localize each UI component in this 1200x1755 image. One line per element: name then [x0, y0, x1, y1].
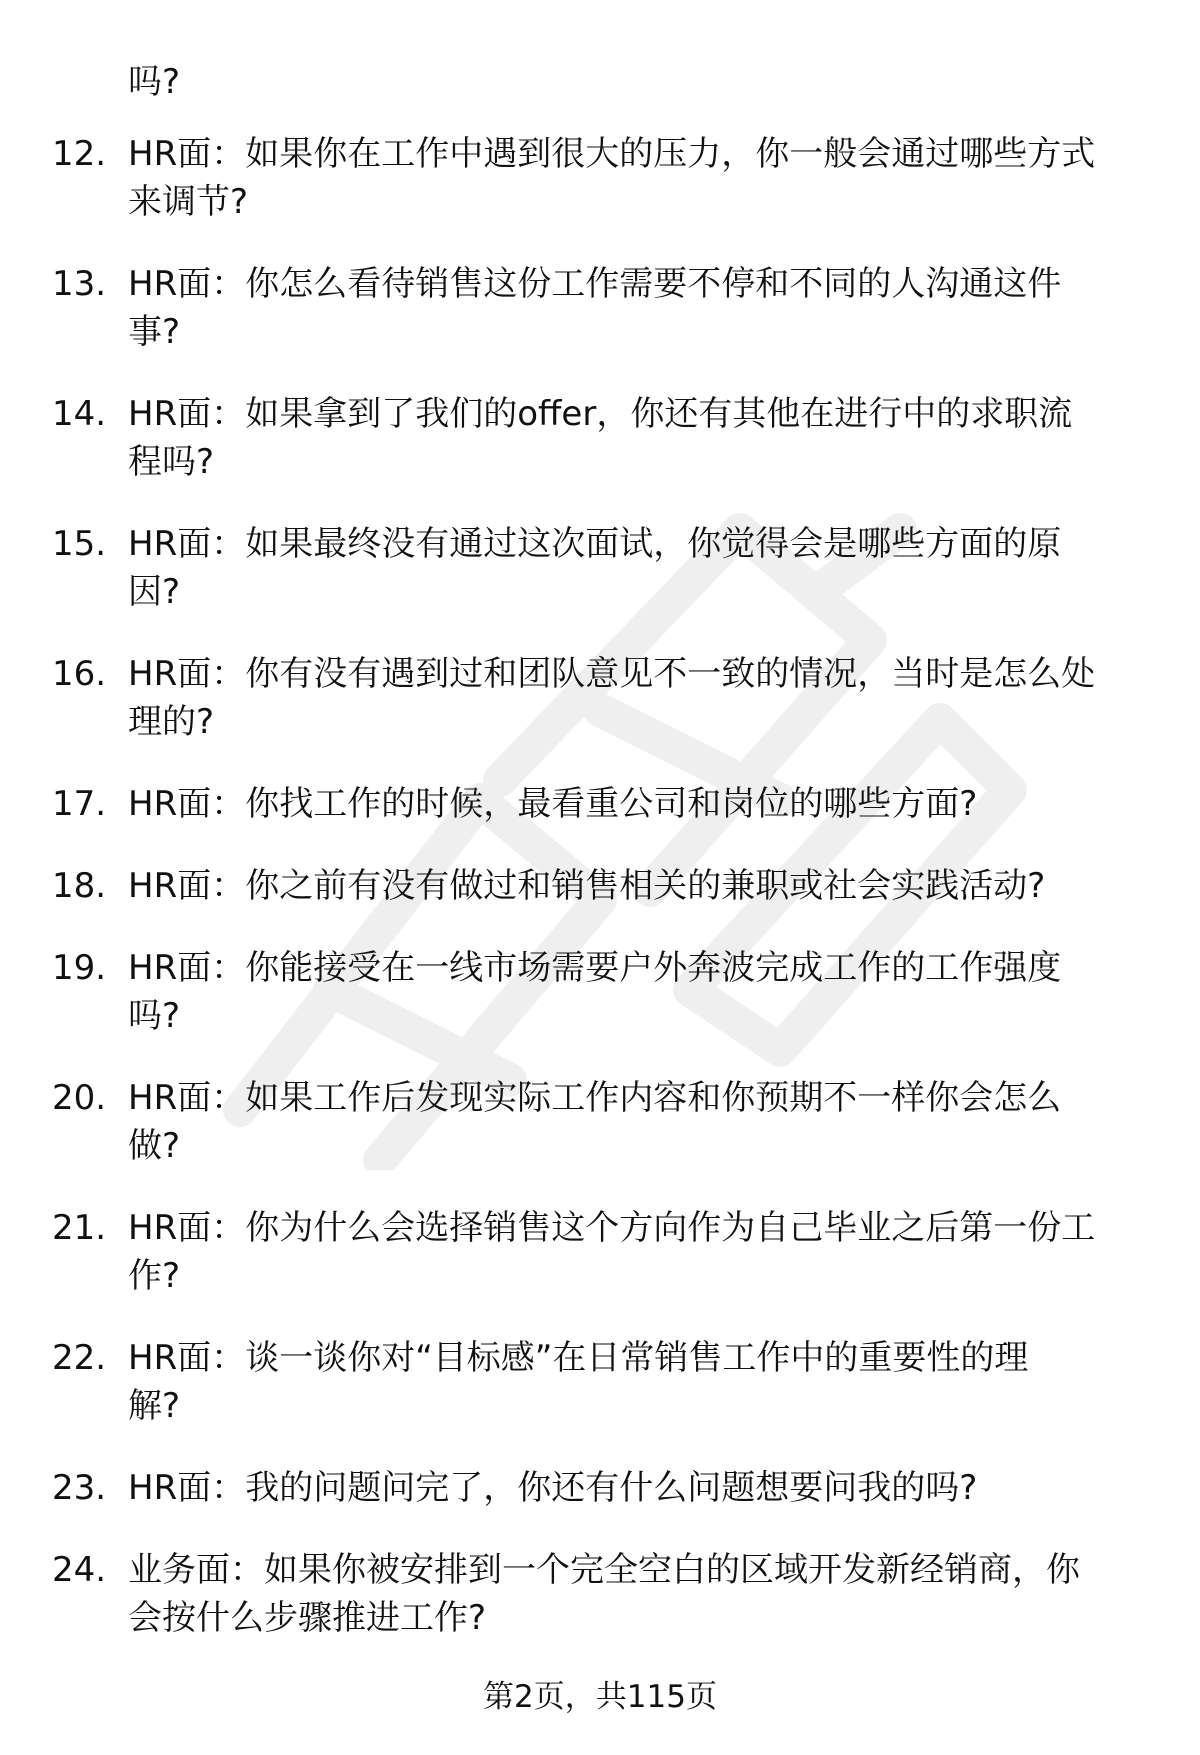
- question-line: HR面：你有没有遇到过和团队意见不一致的情况，当时是怎么处: [128, 654, 1096, 694]
- question-number: 21.: [52, 1208, 107, 1248]
- question-item: [0, 650, 1200, 746]
- question-line: HR面：如果最终没有通过这次面试，你觉得会是哪些方面的原: [128, 524, 1062, 564]
- question-line: 业务面：如果你被安排到一个完全空白的区域开发新经销商，你: [128, 1550, 1080, 1590]
- question-number: 24.: [52, 1550, 107, 1590]
- question-text: [128, 780, 1158, 828]
- question-item: [0, 1334, 1200, 1430]
- question-text: [128, 130, 1158, 226]
- question-item: [0, 520, 1200, 616]
- question-number: 23.: [52, 1468, 107, 1508]
- question-number: 16.: [52, 654, 107, 694]
- question-item: [0, 780, 1200, 828]
- question-line: 来调节?: [128, 182, 249, 222]
- question-number: 20.: [52, 1078, 107, 1118]
- question-number: 22.: [52, 1338, 107, 1378]
- question-text: [128, 650, 1158, 746]
- question-text: [128, 1074, 1158, 1170]
- question-line: HR面：你之前有没有做过和销售相关的兼职或社会实践活动?: [128, 866, 1046, 906]
- question-line: 作?: [128, 1256, 181, 1296]
- page-footer: [0, 1675, 1200, 1719]
- question-text: [128, 862, 1158, 910]
- question-text: [128, 944, 1158, 1040]
- question-line: HR面：如果工作后发现实际工作内容和你预期不一样你会怎么: [128, 1078, 1062, 1118]
- question-number: 17.: [52, 784, 107, 824]
- question-number: 15.: [52, 524, 107, 564]
- question-line: 程吗?: [128, 442, 215, 482]
- question-number: 19.: [52, 948, 107, 988]
- question-line: HR面：你为什么会选择销售这个方向作为自己毕业之后第一份工: [128, 1208, 1096, 1248]
- question-item: [0, 390, 1200, 486]
- question-text: [128, 1204, 1158, 1300]
- question-text: [128, 1546, 1158, 1642]
- question-line: 做?: [128, 1126, 181, 1166]
- question-item: [0, 1546, 1200, 1642]
- question-line: 事?: [128, 312, 181, 352]
- question-text: [128, 260, 1158, 356]
- question-line: HR面：如果你在工作中遇到很大的压力，你一般会通过哪些方式: [128, 134, 1096, 174]
- question-item: [0, 130, 1200, 226]
- question-number: 14.: [52, 394, 107, 434]
- question-line: HR面：你找工作的时候，最看重公司和岗位的哪些方面?: [128, 784, 978, 824]
- question-line: 吗?: [128, 996, 181, 1036]
- question-line: HR面：如果拿到了我们的offer，你还有其他在进行中的求职流: [128, 394, 1073, 434]
- question-number: 12.: [52, 134, 107, 174]
- question-text: [128, 520, 1158, 616]
- question-line: 解?: [128, 1386, 181, 1426]
- page-number-label: 第2页，共115页: [483, 1679, 717, 1715]
- question-line: HR面：谈一谈你对“目标感”在日常销售工作中的重要性的理: [128, 1338, 1029, 1378]
- question-line: HR面：我的问题问完了，你还有什么问题想要问我的吗?: [128, 1468, 978, 1508]
- continued-line: 吗?: [128, 62, 181, 102]
- question-item: [0, 1464, 1200, 1512]
- question-item: [0, 1074, 1200, 1170]
- question-line: 理的?: [128, 702, 215, 742]
- question-text: [128, 390, 1158, 486]
- question-number: 18.: [52, 866, 107, 906]
- question-item: [0, 862, 1200, 910]
- question-line: 因?: [128, 572, 181, 612]
- question-text: [128, 1334, 1158, 1430]
- question-line: HR面：你能接受在一线市场需要户外奔波完成工作的工作强度: [128, 948, 1062, 988]
- question-line: HR面：你怎么看待销售这份工作需要不停和不同的人沟通这件: [128, 264, 1062, 304]
- question-item: [0, 260, 1200, 356]
- question-item: [0, 1204, 1200, 1300]
- question-item: [0, 944, 1200, 1040]
- question-number: 13.: [52, 264, 107, 304]
- question-line: 会按什么步骤推进工作?: [128, 1598, 487, 1638]
- continued-question-tail: [128, 58, 180, 106]
- question-text: [128, 1464, 1158, 1512]
